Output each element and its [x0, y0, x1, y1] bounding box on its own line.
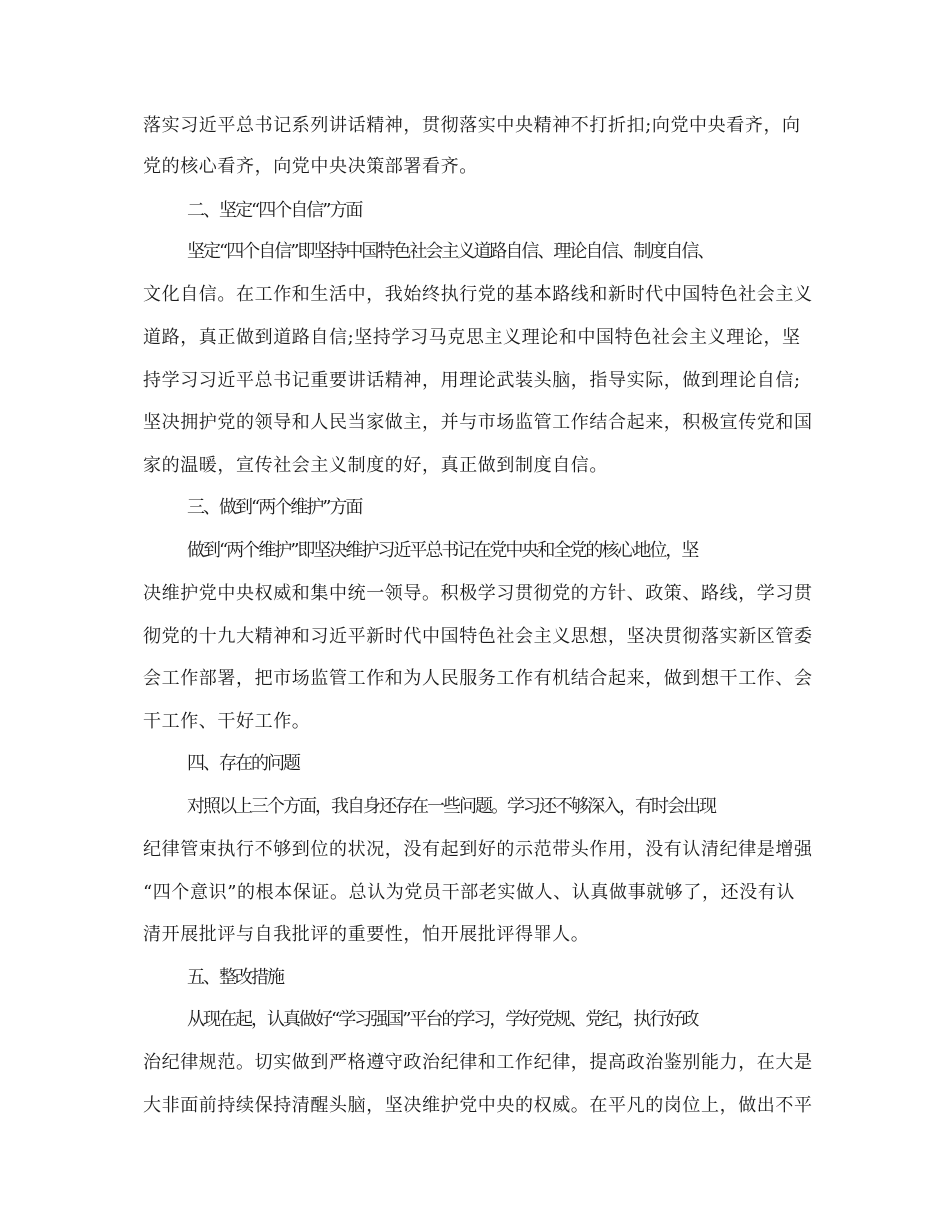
body-text-line: 文化自信。在工作和生活中，我始终执行党的基本路线和新时代中国特色社会主义 — [143, 284, 813, 305]
body-text-line: 持学习习近平总书记重要讲话精神，用理论武装头脑，指导实际，做到理论自信; — [143, 370, 801, 391]
section-heading: 二、坚定“四个自信”方面 — [187, 200, 362, 221]
body-text-line: 干工作、干好工作。 — [143, 711, 311, 732]
body-text-line: 纪律管束执行不够到位的状况，没有起到好的示范带头作用，没有认清纪律是增强 — [143, 839, 813, 860]
body-text-line: 从现在起，认真做好“学习强国”平台的学习，学好党规、党纪，执行好政 — [187, 1009, 698, 1030]
body-text-line: 坚定“四个自信”即坚持中国特色社会主义道路自信、理论自信、制度自信、 — [187, 241, 714, 262]
body-text-line: 对照以上三个方面，我自身还存在一些问题。学习还不够深入，有时会出现 — [187, 796, 715, 817]
body-text-line: 党的核心看齐，向党中央决策部署看齐。 — [143, 156, 478, 177]
body-text-line: 道路，真正做到道路自信;坚持学习马克思主义理论和中国特色社会主义理论，坚 — [143, 327, 801, 348]
body-text-line: 决维护党中央权威和集中统一领导。积极学习贯彻党的方针、政策、路线，学习贯 — [143, 583, 813, 604]
body-text-line: 会工作部署，把市场监管工作和为人民服务工作有机结合起来，做到想干工作、会 — [143, 668, 813, 689]
section-heading: 四、存在的问题 — [187, 753, 299, 774]
body-text-line: 清开展批评与自我批评的重要性，怕开展批评得罪人。 — [143, 924, 590, 945]
body-text-line: “四个意识”的根本保证。总认为党员干部老实做人、认真做事就够了，还没有认 — [143, 882, 796, 903]
body-text-line: 治纪律规范。切实做到严格遵守政治纪律和工作纪律，提高政治鉴别能力，在大是 — [143, 1052, 813, 1073]
body-text-line: 落实习近平总书记系列讲话精神，贯彻落实中央精神不打折扣;向党中央看齐，向 — [143, 115, 801, 136]
section-heading: 三、做到“两个维护”方面 — [187, 497, 362, 518]
body-text-line: 做到“两个维护”即坚决维护习近平总书记在党中央和全党的核心地位，坚 — [187, 540, 698, 561]
body-text-line: 彻党的十九大精神和习近平新时代中国特色社会主义思想，坚决贯彻落实新区管委 — [143, 626, 813, 647]
body-text-line: 家的温暖，宣传社会主义制度的好，真正做到制度自信。 — [143, 455, 608, 476]
body-text-line: 坚决拥护党的领导和人民当家做主，并与市场监管工作结合起来，积极宣传党和国 — [143, 412, 813, 433]
body-text-line: 大非面前持续保持清醒头脑，坚决维护党中央的权威。在平凡的岗位上，做出不平 — [143, 1095, 813, 1116]
section-heading: 五、整改措施 — [187, 967, 283, 988]
